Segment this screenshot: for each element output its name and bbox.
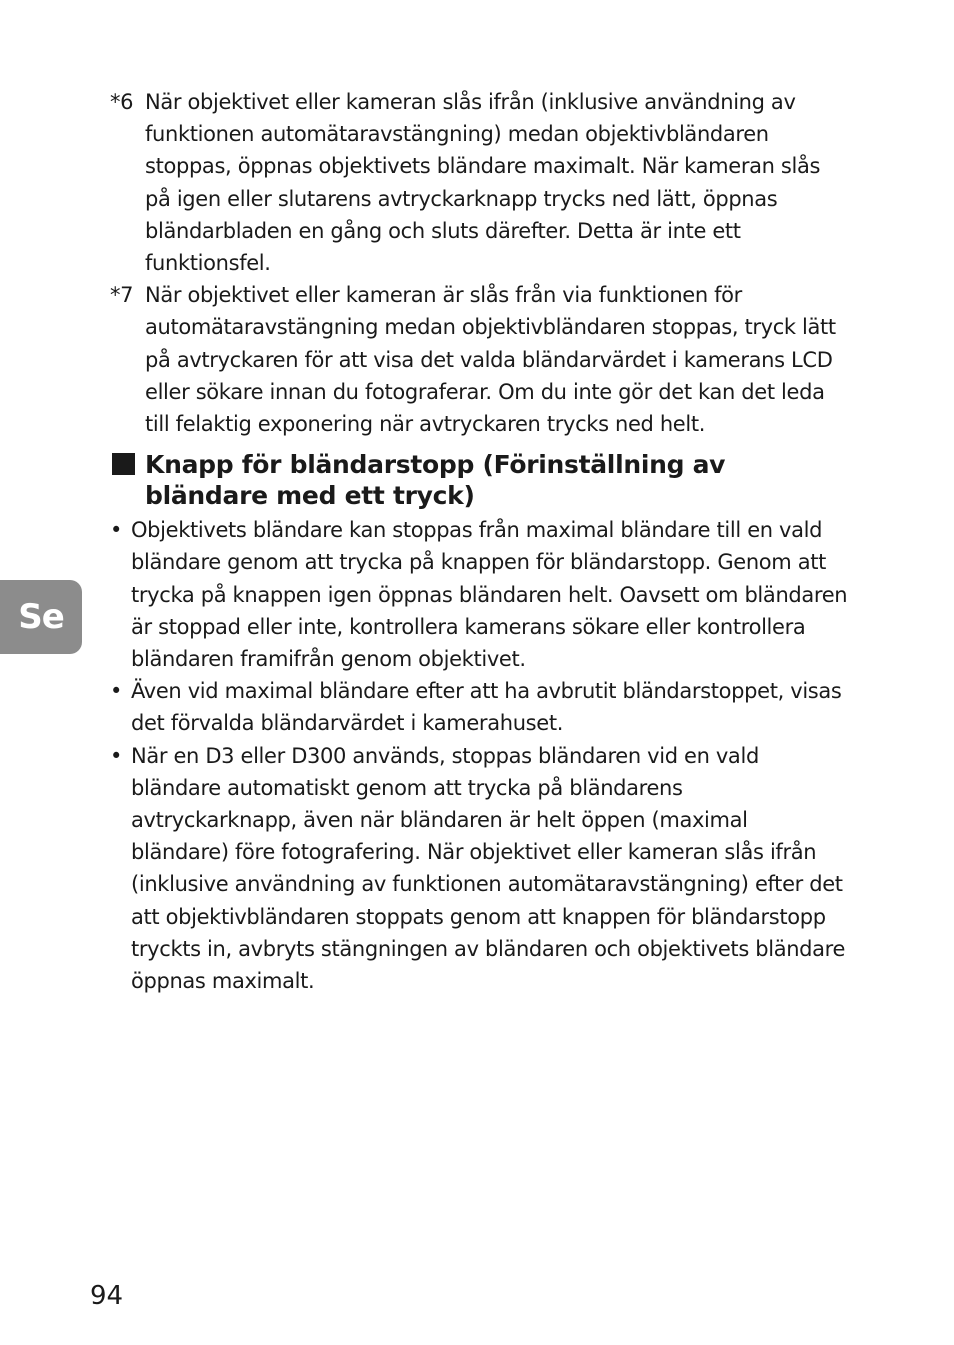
list-item [110,514,850,675]
footnote-text: När objektivet eller kameran slås ifrån (inklusive användning av funktionen automätaravstängning) medan objektivbländaren stoppas, öppnas objektivets bländare maximalt. När kameran slås på igen eller slutarens avtryckarknapp trycks ned lätt, öppnas bländarbladen en gång och sluts därefter. Detta är inte ett funktionsfel. [145,90,821,276]
page-number: 94 [90,1281,124,1311]
list-item-text: Objektivets bländare kan stoppas från maximal bländare till en vald bländare genom att trycka på knappen för bländarstopp. Genom att trycka på knappen igen öppnas bländaren helt. Oavsett om bländaren är stoppad eller inte, kontrollera kamerans sökare eller kontrollera bländaren framifrån genom objektivet. [131,518,848,672]
bullet-list [110,514,850,997]
section-heading-text: Knapp för bländarstopp (Förinställning av bländare med ett tryck) [145,450,726,511]
page-content [110,86,850,997]
list-item [110,675,850,739]
footnote-text: När objektivet eller kameran är slås från via funktionen för automätaravstängning medan objektivbländaren stoppas, tryck lätt på avtryckaren för att visa det valda bländarvärdet i kamerans LCD eller sökare innan du fotograferar. Om du inte gör det kan det leda till felaktig exponering när avtryckaren trycks ned helt. [145,283,836,437]
bullet-dot-icon: • [110,518,123,543]
list-item [110,740,850,998]
square-bullet-icon [112,453,135,475]
bullet-dot-icon: • [110,743,123,768]
list-item-text: När en D3 eller D300 används, stoppas bländaren vid en vald bländare automatiskt genom att trycka på bländarens avtryckarknapp, även när bländaren är helt öppen (maximal bländare) före fotografering. När objektivet eller kameran slås ifrån (inklusive användning av funktionen automätaravstängning) efter det att objektivbländaren stoppats genom att knappen för bländarstopp tryckts in, avbryts stängningen av bländaren och objektivets bländare öppnas maximalt. [131,743,846,994]
footnote-7 [110,279,850,440]
section-heading [110,449,850,511]
language-tab: Se [0,580,82,654]
list-item-text: Även vid maximal bländare efter att ha avbrutit bländarstoppet, visas det förvalda bländarvärdet i kamerahuset. [131,679,842,736]
bullet-dot-icon: • [110,679,123,704]
footnote-6 [110,86,850,279]
footnote-marker: *7 [110,283,134,308]
footnote-marker: *6 [110,90,134,114]
